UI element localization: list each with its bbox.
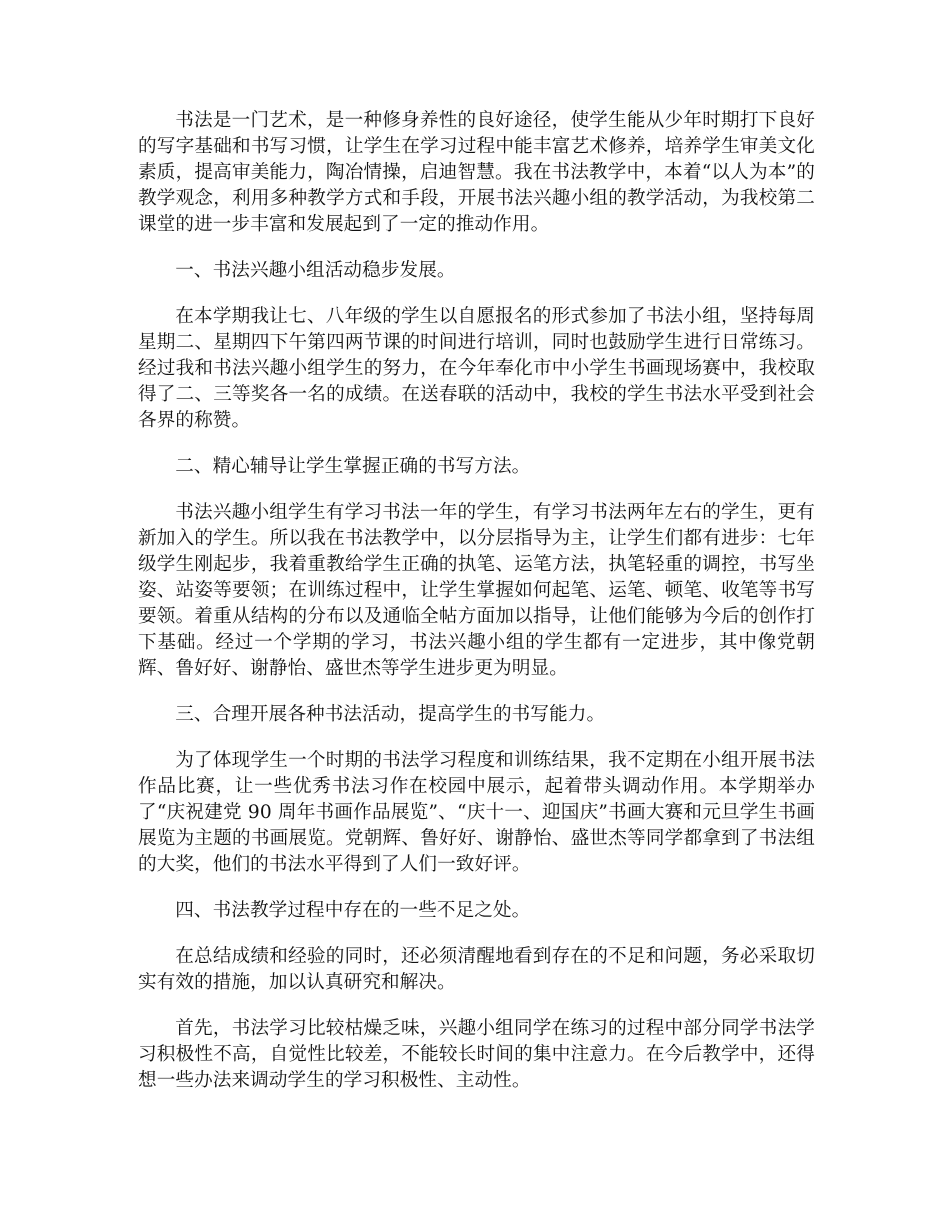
intro-paragraph: 书法是一门艺术，是一种修身养性的良好途径，使学生能从少年时期打下良好的写字基础和书写习惯，让学生在学习过程中能丰富艺术修养，培养学生审美文化素质，提高审美能力，陶冶情操，启迪智慧。我在书法教学中，本着“以人为本”的教学观念，利用多种教学方式和手段，开展书法兴趣小组的教学活动，为我校第二课堂的进一步丰富和发展起到了一定的推动作用。: [138, 110, 815, 235]
section-4-paragraph-2: 首先，书法学习比较枯燥乏味，兴趣小组同学在练习的过程中部分同学书法学习积极性不高，自觉性比较差，不能较长时间的集中注意力。在今后教学中，还得想一些办法来调动学生的学习积极性、主动性。: [138, 1018, 815, 1091]
section-1-paragraph: 在本学期我让七、八年级的学生以自愿报名的形式参加了书法小组，坚持每周星期二、星期四下午第四两节课的时间进行培训，同时也鼓励学生进行日常练习。经过我和书法兴趣小组学生的努力，在今年奉化市中小学生书画现场赛中，我校取得了二、三等奖各一名的成绩。在送春联的活动中，我校的学生书法水平受到社会各界的称赞。: [138, 306, 815, 431]
document-body: [138, 108, 815, 1114]
section-3-paragraph: 为了体现学生一个时期的书法学习程度和训练结果，我不定期在小组开展书法作品比赛，让一些优秀书法习作在校园中展示，起着带头调动作用。本学期举办了“庆祝建党 90 周年书画作品展览”、“庆十一、迎国庆”书画大赛和元旦学生书画展览为主题的书画展览。党朝辉、鲁好好、谢静怡、盛世杰等同学都拿到了书法组的大奖，他们的书法水平得到了人们一致好评。: [138, 750, 815, 875]
section-heading-4: 四、书法教学过程中存在的一些不足之处。: [175, 900, 531, 921]
section-heading-3: 三、合理开展各种书法活动，提高学生的书写能力。: [175, 704, 606, 725]
section-heading-1: 一、书法兴趣小组活动稳步发展。: [175, 260, 456, 281]
section-heading-2: 二、精心辅导让学生掌握正确的书写方法。: [175, 456, 531, 477]
section-4-paragraph-1: 在总结成绩和经验的同时，还必须清醒地看到存在的不足和问题，务必采取切实有效的措施，加以认真研究和解决。: [138, 946, 815, 993]
section-2-paragraph: 书法兴趣小组学生有学习书法一年的学生，有学习书法两年左右的学生，更有新加入的学生。所以我在书法教学中，以分层指导为主，让学生们都有进步：七年级学生刚起步，我着重教给学生正确的执笔、运笔方法，执笔轻重的调控，书写坐姿、站姿等要领；在训练过程中，让学生掌握如何起笔、运笔、顿笔、收笔等书写要领。着重从结构的分布以及通临全帖方面加以指导，让他们能够为今后的创作打下基础。经过一个学期的学习，书法兴趣小组的学生都有一定进步，其中像党朝辉、鲁好好、谢静怡、盛世杰等学生进步更为明显。: [138, 502, 815, 679]
